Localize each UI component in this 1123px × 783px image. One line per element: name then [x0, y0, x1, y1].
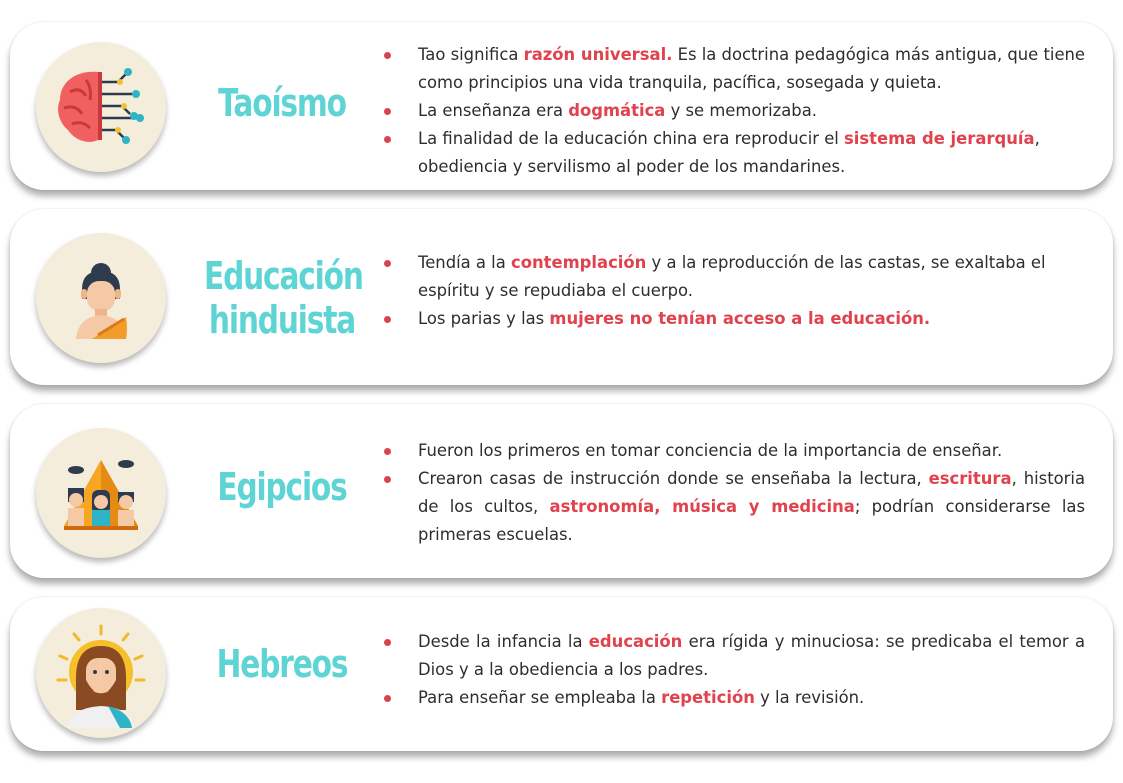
card-title: Taoísmo: [218, 81, 346, 125]
card-hebreos: [10, 597, 1113, 751]
card-taoismo: [10, 22, 1113, 190]
hindu-person-icon: [36, 233, 166, 363]
bullet-item: Para enseñar se empleaba la repetición y la revisión.: [375, 684, 1085, 712]
bullet-list: [375, 628, 1085, 712]
card-title: Educación hinduista: [204, 254, 363, 342]
card-egipcios: [10, 404, 1113, 578]
brain-circuit-icon: [36, 42, 166, 172]
bullet-list: [375, 437, 1085, 549]
bullet-item: Crearon casas de instrucción donde se enseñaba la lectura, escritura, historia de los cultos, astronomía, música y medicina; podrían considerarse las primeras escuelas.: [375, 465, 1085, 549]
bullet-item: Los parias y las mujeres no tenían acceso a la educación.: [375, 305, 1085, 333]
bullet-item: Fueron los primeros en tomar conciencia de la importancia de enseñar.: [375, 437, 1085, 465]
jesus-halo-icon: [36, 608, 166, 738]
bullet-item: Tao significa razón universal. Es la doctrina pedagógica más antigua, que tiene como principios una vida tranquila, pacífica, sosegada y quieta.: [375, 41, 1085, 97]
card-title: Hebreos: [216, 642, 348, 686]
card-title: Egipcios: [217, 465, 347, 509]
bullet-item: Desde la infancia la educación era rígida y minuciosa: se predicaba el temor a Dios y a la obediencia a los padres.: [375, 628, 1085, 684]
bullet-item: La enseñanza era dogmática y se memorizaba.: [375, 97, 1085, 125]
card-educacion-hinduista: [10, 209, 1113, 385]
egyptian-pyramid-icon: [36, 428, 166, 558]
bullet-list: [375, 41, 1085, 181]
bullet-item: La finalidad de la educación china era reproducir el sistema de jerarquía, obediencia y servilismo al poder de los mandarines.: [375, 125, 1085, 181]
bullet-list: [375, 249, 1085, 333]
bullet-item: Tendía a la contemplación y a la reproducción de las castas, se exaltaba el espíritu y se repudiaba el cuerpo.: [375, 249, 1085, 305]
